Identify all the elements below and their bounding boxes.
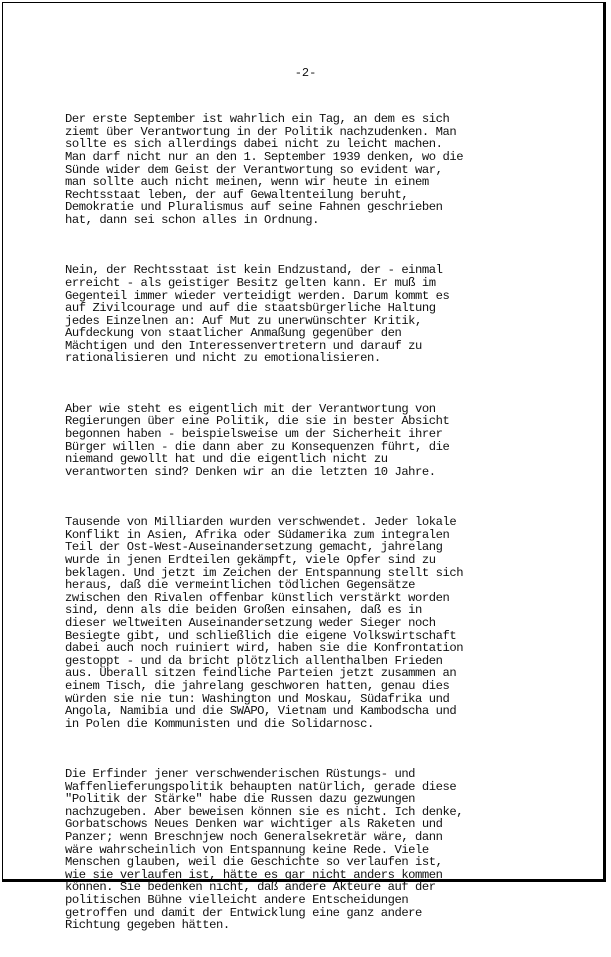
- paragraph-3: Aber wie steht es eigentlich mit der Verantwortung von Regierungen über eine Politik, die sie in bester Absicht begonnen haben - beispielsweise um der Sicherheit ihrer Bürger willen - die dann aber zu Konsequenzen führt, die niemand gewollt hat und die eigentlich nicht zu verantworten sind? Denken wir an die letzten 10 Jahre.: [65, 401, 450, 479]
- paragraph-5: Die Erfinder jener verschwenderischen Rüstungs- und Waffenlieferungspolitik behaupten natürlich, gerade diese "Politik der Stärke" habe die Russen dazu gezwungen nachzugeben. Aber beweisen können sie es nicht. Ich denke, Gorbatschows Neues Denken war wichtiger als Raketen und Panzer; wenn Breschnjew noch Generalsekretär wäre, dann wäre wahrscheinlich von Entspannung keine Rede. Viele Menschen glauben, weil die Geschichte so verlaufen ist, wie sie verlaufen ist, hätte es gar nicht anders kommen können. Sie bedenken nicht, daß andere Akteure auf der politischen Bühne vielleicht andere Entscheidungen getroffen und damit der Entwicklung eine ganz andere Richtung gegeben hätten.: [65, 767, 464, 933]
- paragraph-4: Tausende von Milliarden wurden verschwendet. Jeder lokale Konflikt in Asien, Afrika oder Südamerika zum integralen Teil der Ost-West-Auseinandersetzung gemacht, jahrelang wurde in jenen Erdteilen gekämpft, viele Opfer sind zu beklagen. Und jetzt im Zeichen der Entspannung stellt sich heraus, daß die vermeintlichen tödlichen Gegensätze zwischen den Rivalen offenbar künstlich verstärkt worden sind, denn als die beiden Großen einsahen, daß es in dieser weltweiten Auseinandersetzung weder Sieger noch Besiegte gibt, und schließlich die eigene Volkswirtschaft dabei auch noch ruiniert wird, haben sie die Konfrontation gestoppt - und da bricht plötzlich allenthalben Frieden aus. Überall sitzen feindliche Parteien jetzt zusammen an einem Tisch, die jahrelang geschworen hatten, genau dies würden sie nie tun: Washington und Moskau, Südafrika und Angola, Namibia und die SWAPO, Vietnam und Kambodscha und in Polen die Kommunisten und die Solidarnosc.: [65, 515, 464, 731]
- document-body: [65, 88, 565, 957]
- paragraph-1: Der erste September ist wahrlich ein Tag, an dem es sich ziemt über Verantwortung in der Politik nachzudenken. Man sollte es sich allerdings dabei nicht zu leicht machen. Man darf nicht nur an den 1. September 1939 denken, wo die Sünde wider dem Geist der Verantwortung so evident war, man sollte auch nicht meinen, wenn wir heute in einem Rechtsstaat leben, der auf Gewaltenteilung beruht, Demokratie und Pluralismus auf seine Fahnen geschrieben hat, dann sei schon alles in Ordnung.: [65, 112, 464, 227]
- paragraph-2: Nein, der Rechtsstaat ist kein Endzustand, der - einmal erreicht - als geistiger Besitz gelten kann. Er muß im Gegenteil immer wieder verteidigt werden. Darum kommt es auf Zivilcourage und auf die staatsbürgerliche Haltung jedes Einzelnen an: Auf Mut zu unerwünschter Kritik, Aufdeckung von staatlicher Anmaßung gegenüber den Mächtigen und den Interessenvertretern und darauf zu rationalisieren und nicht zu emotionalisieren.: [65, 263, 450, 366]
- page-number: -2-: [294, 66, 317, 80]
